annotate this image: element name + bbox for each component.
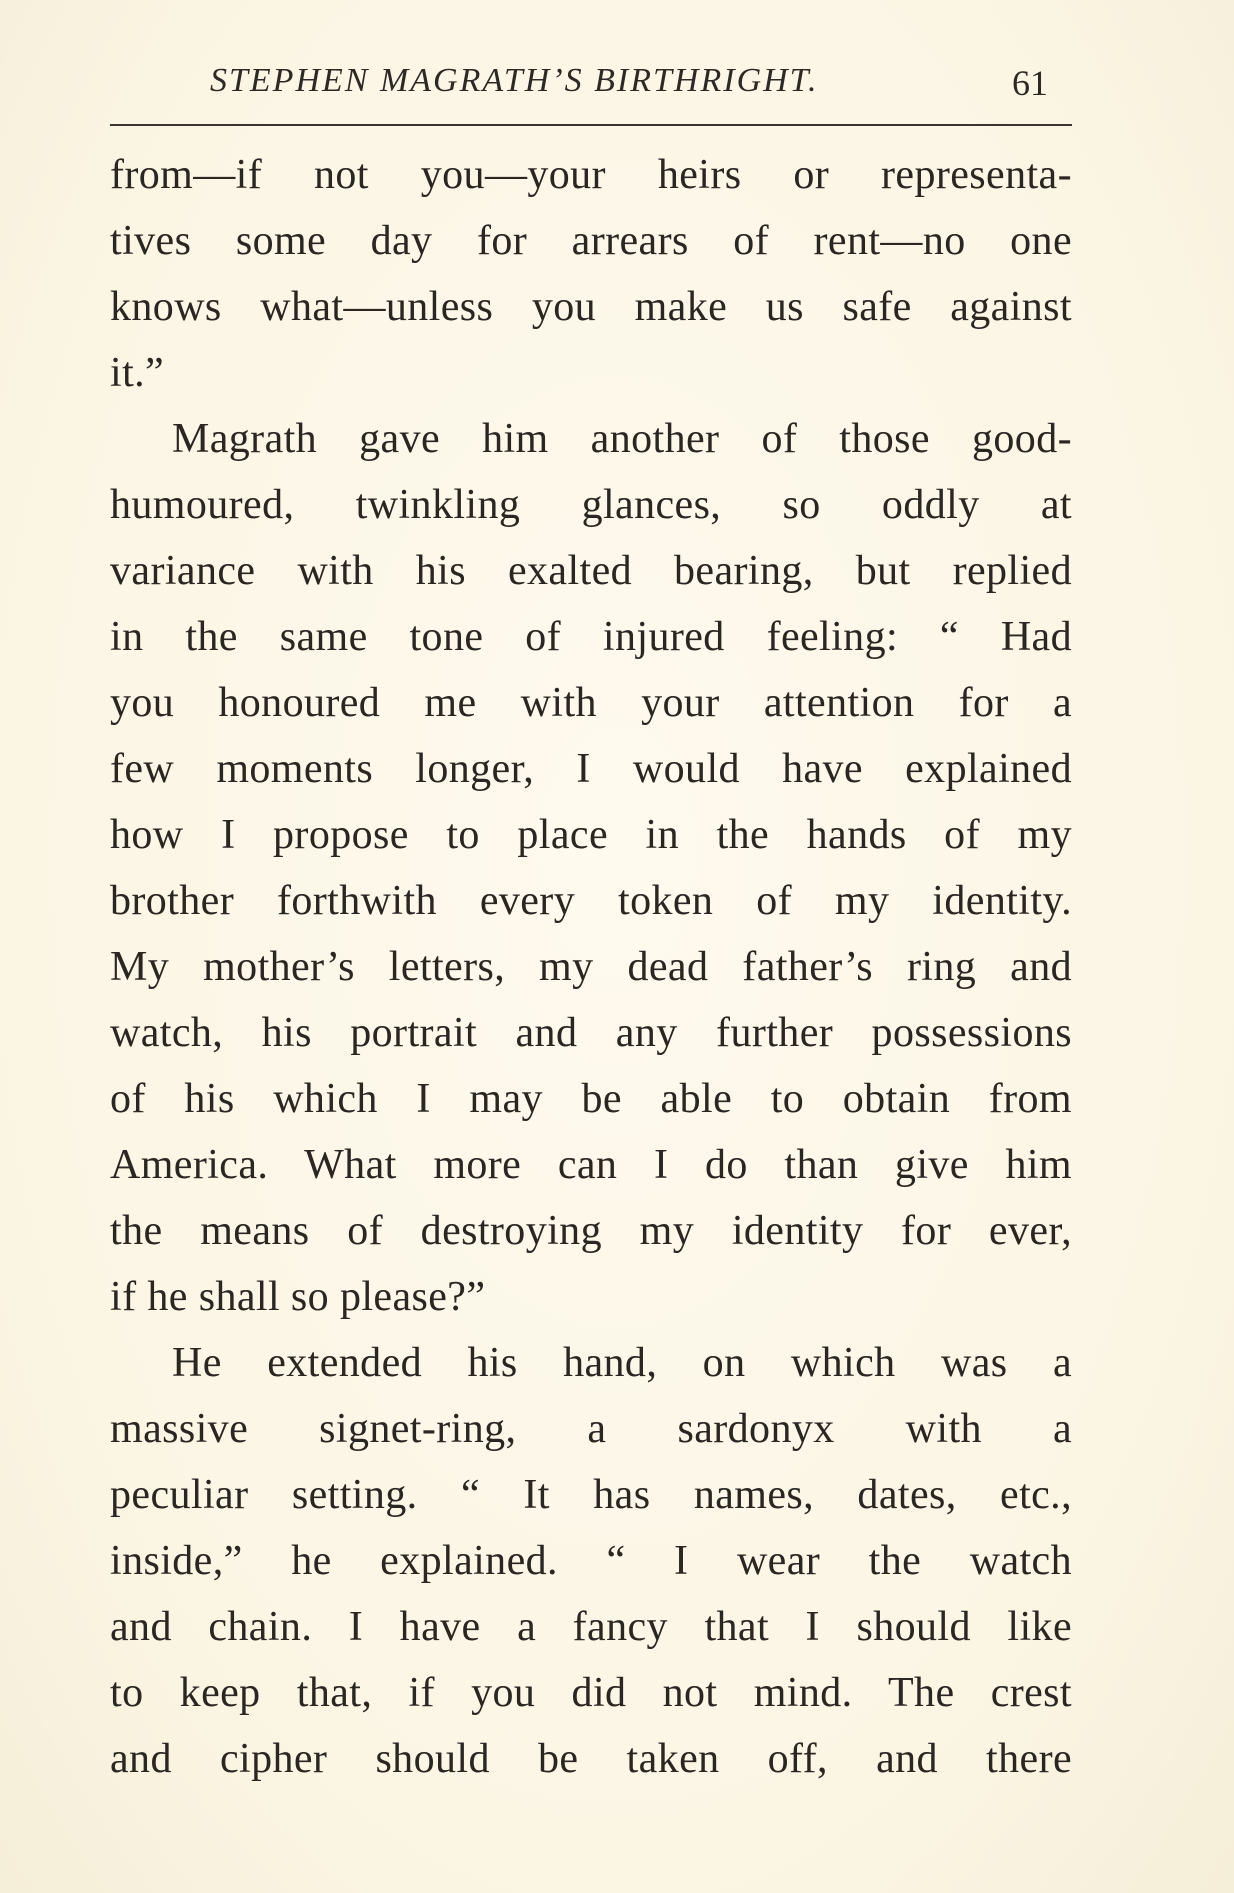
text-line: peculiar setting. “ It has names, dates, etc., <box>110 1472 1072 1518</box>
text-line: and cipher should be taken off, and there <box>110 1736 1072 1782</box>
text-line: few moments longer, I would have explained <box>110 746 1072 792</box>
running-title: STEPHEN MAGRATH’S BIRTHRIGHT. <box>210 62 819 99</box>
text-line: and chain. I have a fancy that I should like <box>110 1604 1072 1650</box>
header-rule <box>110 124 1072 126</box>
text-line: America. What more can I do than give him <box>110 1142 1072 1188</box>
text-line: watch, his portrait and any further possessions <box>110 1010 1072 1056</box>
text-line: brother forthwith every token of my identity. <box>110 878 1072 924</box>
text-line: inside,” he explained. “ I wear the watch <box>110 1538 1072 1584</box>
text-line: the means of destroying my identity for ever, <box>110 1208 1072 1254</box>
text-line: you honoured me with your attention for a <box>110 680 1072 726</box>
text-line: in the same tone of injured feeling: “ Had <box>110 614 1072 660</box>
body-text <box>110 142 1072 1792</box>
text-line: tives some day for arrears of rent—no one <box>110 218 1072 264</box>
text-line: humoured, twinkling glances, so oddly at <box>110 482 1072 528</box>
running-header <box>110 62 1070 112</box>
text-line: of his which I may be able to obtain from <box>110 1076 1072 1122</box>
text-line: He extended his hand, on which was a <box>172 1340 1072 1386</box>
text-line: variance with his exalted bearing, but replied <box>110 548 1072 594</box>
text-line: from—if not you—your heirs or representa- <box>110 152 1072 198</box>
text-line: knows what—unless you make us safe against <box>110 284 1072 330</box>
text-line: how I propose to place in the hands of my <box>110 812 1072 858</box>
page-number: 61 <box>1012 63 1048 103</box>
text-line: massive signet-ring, a sardonyx with a <box>110 1406 1072 1452</box>
text-line: My mother’s letters, my dead father’s ring and <box>110 944 1072 990</box>
text-line: Magrath gave him another of those good- <box>172 416 1072 462</box>
text-line: if he shall so please?” <box>110 1274 486 1320</box>
text-line: it.” <box>110 350 165 396</box>
text-line: to keep that, if you did not mind. The crest <box>110 1670 1072 1716</box>
